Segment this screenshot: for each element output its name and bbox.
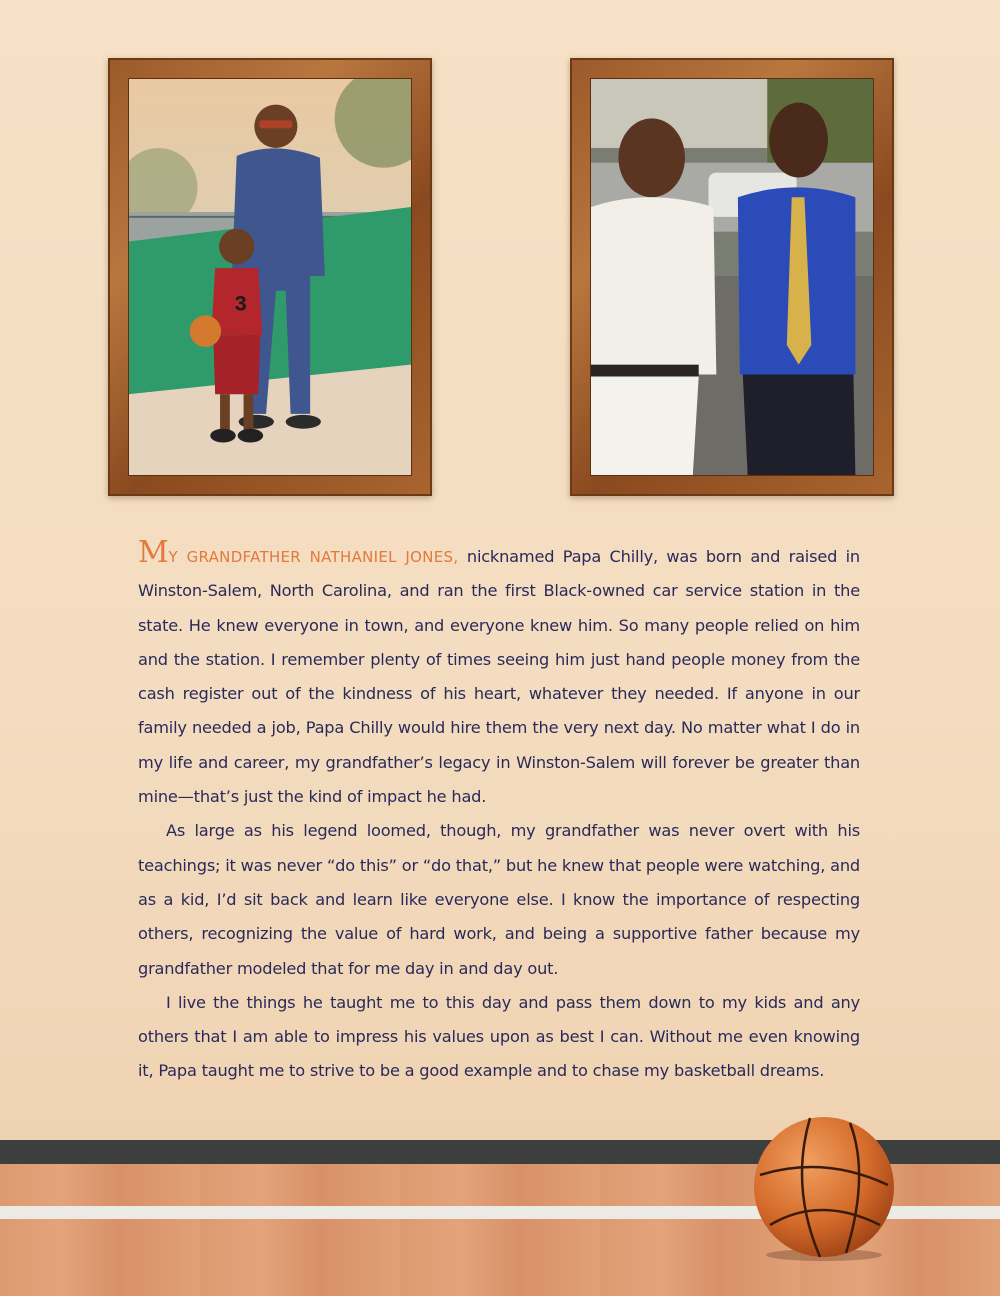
svg-text:3: 3 <box>234 290 247 316</box>
story-text <box>138 535 860 1089</box>
paragraph-1 <box>138 535 860 814</box>
photo-frame <box>570 58 894 496</box>
lead-in: Y GRANDFATHER NATHANIEL JONES, <box>168 548 459 566</box>
paragraph-2: As large as his legend loomed, though, my grandfather was never overt with his teachings; it was never “do this” or “do that,” but he knew that people were watching, and as a kid, I’d sit back and learn like everyone else. I know the importance of respecting others, recognizing the value of hard work, and being a supportive father because my grandfather modeled that for me day in and day out. <box>138 821 860 978</box>
basketball-icon <box>750 1115 898 1263</box>
grandfather-photo <box>590 78 874 476</box>
illustration-frame <box>108 58 432 496</box>
drop-cap: M <box>138 535 169 570</box>
grandfather-illustration <box>128 78 412 476</box>
paragraph-1-text: nicknamed Papa Chilly, was born and raised in Winston-Salem, North Carolina, and ran the first Black-owned car service station in the state. He knew everyone in town, and everyone knew him. So many people relied on him and the station. I remember plenty of times seeing him just hand people money from the cash register out of the kindness of his heart, whatever they needed. If anyone in our family needed a job, Papa Chilly would hire them the very next day. No matter what I do in my life and career, my grandfather’s legacy in Winston-Salem will forever be greater than mine—that’s just the kind of impact he had. <box>138 547 860 807</box>
paragraph-3: I live the things he taught me to this day and pass them down to my kids and any others that I am able to impress his values upon as best I can. Without me even knowing it, Papa taught me to strive to be a good example and to chase my basketball dreams. <box>138 992 860 1081</box>
